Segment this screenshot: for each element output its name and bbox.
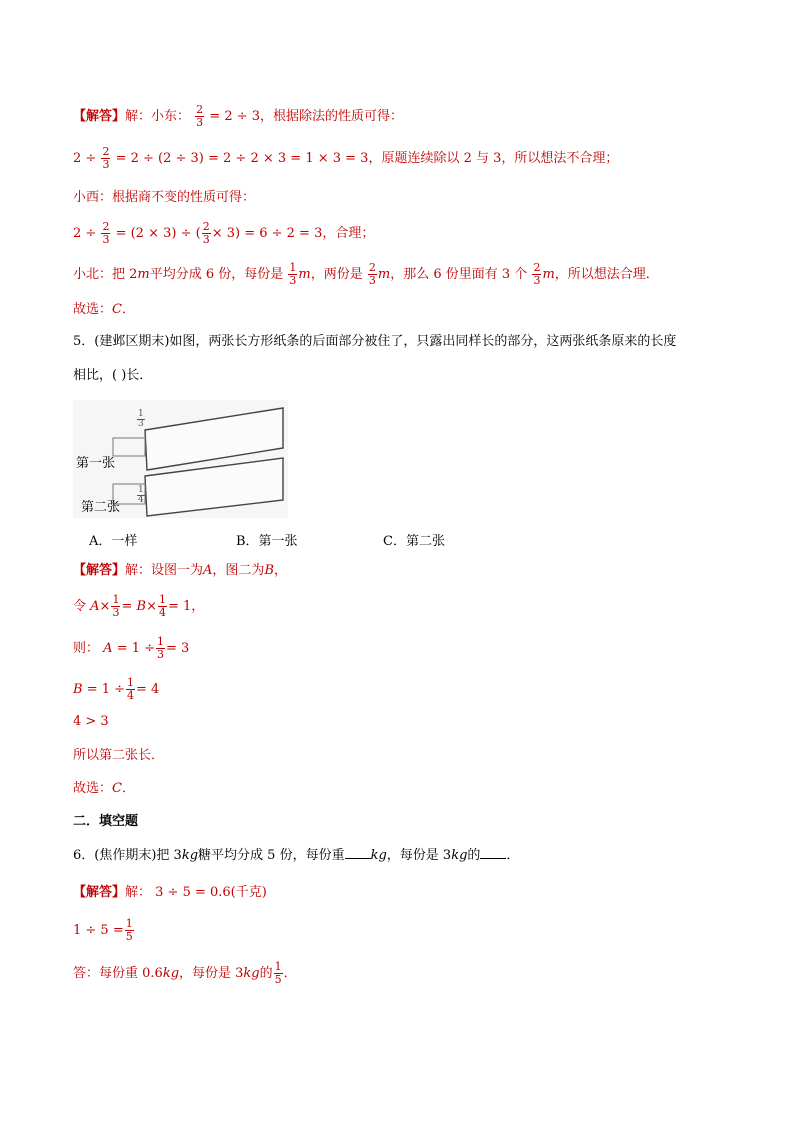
q5-figure [73, 400, 288, 518]
q6-text: 的 [259, 966, 273, 981]
frac-den: 4 [138, 495, 144, 505]
frac-den: 3 [202, 233, 210, 246]
q5-solution-line2 [73, 594, 204, 619]
strip-1-fraction [137, 410, 145, 429]
q5-op: × [99, 599, 111, 614]
fraction-two-thirds [202, 221, 211, 246]
frac-num: 1 [125, 917, 133, 930]
answer-label: 【解答】 [73, 885, 126, 900]
fraction-one-fourth [126, 677, 135, 702]
fraction-two-thirds [368, 262, 377, 287]
q4-choose [73, 300, 135, 320]
frac-num: 2 [368, 261, 376, 274]
q5-text: 令 [73, 599, 87, 614]
q6-text: 糖平均分成 5 份，每份重 [198, 848, 345, 863]
q4-solution-line2 [73, 146, 618, 171]
q6-text: 答：每份重 0.6 [73, 966, 163, 981]
q4-text: = 2 ÷ (2 ÷ 3) = 2 ÷ 2 × 3 = 1 × 3 = 3 [115, 151, 369, 166]
q5-stem-line1: 5．(建邺区期末)如图，两张长方形纸条的后面部分被住了，只露出同样长的部分，这两张纸条原来的长度 [73, 334, 677, 349]
q4-solution-line5 [73, 262, 659, 287]
q4-text: 平均分成 6 份，每份是 [149, 267, 284, 282]
frac-num: 2 [102, 145, 110, 158]
q6-text: 解： 3 ÷ 5 = 0.6(千克) [125, 885, 267, 900]
fraction-one-third [111, 594, 120, 619]
strip-2-fraction [137, 486, 145, 505]
frac-den: 3 [196, 116, 204, 129]
fraction-one-third [156, 636, 165, 661]
q5-option-a: A．一样 [89, 534, 138, 549]
q4-solution-line3: 小西：根据商不变的性质可得： [73, 190, 256, 205]
fraction-two-thirds [101, 221, 110, 246]
q6-answer [73, 961, 297, 986]
q6-blank-2 [480, 845, 506, 859]
q4-text: 故选： [73, 302, 113, 317]
q5-op: = [121, 599, 133, 614]
q4-solution-line4 [73, 221, 374, 246]
q5-op: × [146, 599, 157, 614]
q4-text: = (2 × 3) ÷ ( [115, 226, 201, 241]
q6-unit: kg [181, 848, 199, 863]
q6-text: ． [506, 848, 520, 863]
q4-text: 2 ÷ [73, 151, 97, 166]
q5-text: 故选： [73, 781, 113, 796]
q4-text: 解：小东： [125, 109, 191, 124]
q5-text: = 1 ÷ [86, 682, 126, 697]
q4-text: 2 ÷ [73, 226, 97, 241]
fraction-two-thirds [101, 146, 110, 171]
q5-text: = 1 [167, 599, 192, 614]
q4-text: × 3) = 6 ÷ 2 = 3 [211, 226, 323, 241]
q5-option-b: B．第一张 [236, 534, 298, 549]
q5-choose [73, 779, 135, 799]
fraction-two-thirds [532, 262, 541, 287]
q6-solution-line1 [73, 883, 267, 903]
frac-den: 5 [125, 930, 133, 943]
q4-text: ，根据除法的性质可得： [260, 109, 404, 124]
q4-text: ． [121, 302, 135, 317]
frac-num: 1 [289, 261, 297, 274]
q4-solution-line1 [73, 104, 403, 129]
frac-den: 3 [102, 233, 110, 246]
q6-unit: kg [370, 848, 387, 863]
frac-den: 3 [138, 419, 144, 429]
q5-answer: C [112, 781, 122, 796]
section-title: 二．填空题 [73, 814, 139, 829]
q4-unit: m [377, 267, 391, 282]
frac-den: 3 [102, 158, 110, 171]
frac-den: 3 [157, 648, 165, 661]
q5-text: ， [191, 599, 205, 614]
frac-num: 1 [138, 485, 144, 495]
q5-text: ，图二为 [212, 563, 265, 578]
q5-solution-line5: 4 > 3 [73, 714, 109, 729]
frac-num: 2 [196, 103, 204, 116]
q4-unit: m [542, 267, 555, 282]
fraction-one-fourth [158, 594, 167, 619]
frac-num: 1 [274, 960, 282, 973]
frac-num: 1 [112, 593, 120, 606]
q4-text: = 2 ÷ 3 [209, 109, 261, 124]
frac-num: 1 [138, 409, 144, 419]
q5-var: B [264, 563, 274, 578]
q5-solution-line4 [73, 677, 159, 702]
q4-text: ，那么 6 份里面有 3 个 [390, 267, 528, 282]
q5-text: 则： [73, 641, 100, 656]
q5-var: A [103, 641, 113, 656]
q5-text: = 3 [166, 641, 190, 656]
q5-var: A [90, 599, 100, 614]
q6-stem [73, 845, 519, 866]
q6-unit: kg [162, 966, 180, 981]
q4-unit: m [298, 267, 311, 282]
frac-den: 3 [533, 274, 541, 287]
q5-text: ， [274, 563, 288, 578]
q5-option-c: C．第二张 [383, 534, 445, 549]
q4-text: ，两份是 [310, 267, 363, 282]
frac-num: 2 [102, 220, 110, 233]
q5-var: B [136, 599, 147, 614]
q5-text: = 4 [136, 682, 160, 697]
q4-text: ，合理； [322, 226, 375, 241]
q4-text: ，所以想法合理． [554, 267, 659, 282]
q4-text: ，原题连续除以 2 与 3，所以想法不合理； [368, 151, 619, 166]
q5-text: 解：设图一为 [125, 563, 204, 578]
frac-num: 2 [202, 220, 210, 233]
q6-text: ，每份是 3 [386, 848, 452, 863]
frac-num: 1 [158, 593, 166, 606]
q6-text: ． [283, 966, 297, 981]
q6-text: 的 [467, 848, 481, 863]
q6-unit: kg [243, 966, 260, 981]
q4-answer: C [112, 302, 122, 317]
frac-den: 3 [368, 274, 376, 287]
frac-den: 4 [127, 689, 135, 702]
q4-unit: m [137, 267, 150, 282]
q5-var: A [203, 563, 213, 578]
q4-text: 小北：把 2 [73, 267, 138, 282]
answer-label: 【解答】 [73, 109, 126, 124]
strip-1-label: 第一张 [76, 456, 116, 471]
q5-var: B [73, 682, 83, 697]
q5-stem-line2: 相比，( )长． [73, 368, 153, 383]
frac-den: 5 [274, 973, 282, 986]
fraction-one-fifth [125, 918, 134, 943]
answer-label: 【解答】 [73, 563, 126, 578]
fraction-two-thirds [195, 104, 204, 129]
q5-solution-line6: 所以第二张长． [73, 748, 165, 763]
frac-num: 1 [157, 635, 165, 648]
frac-num: 2 [533, 261, 541, 274]
q5-text: = 1 ÷ [116, 641, 156, 656]
frac-den: 4 [158, 606, 166, 619]
q6-text: 1 ÷ 5 = [73, 923, 124, 938]
fraction-one-third [288, 262, 297, 287]
frac-num: 1 [127, 676, 135, 689]
q6-blank-1 [345, 845, 371, 859]
q6-text: ，每份是 3 [179, 966, 244, 981]
fraction-one-fifth [274, 961, 283, 986]
q5-text: ． [121, 781, 135, 796]
q6-solution-line2 [73, 918, 135, 943]
strip-2-label: 第二张 [81, 500, 121, 515]
q5-solution-line3 [73, 636, 189, 661]
q6-unit: kg [451, 848, 468, 863]
frac-den: 3 [112, 606, 120, 619]
q6-text: 6．(焦作期末)把 3 [73, 848, 182, 863]
q5-solution-line1 [73, 561, 287, 581]
frac-den: 3 [289, 274, 297, 287]
